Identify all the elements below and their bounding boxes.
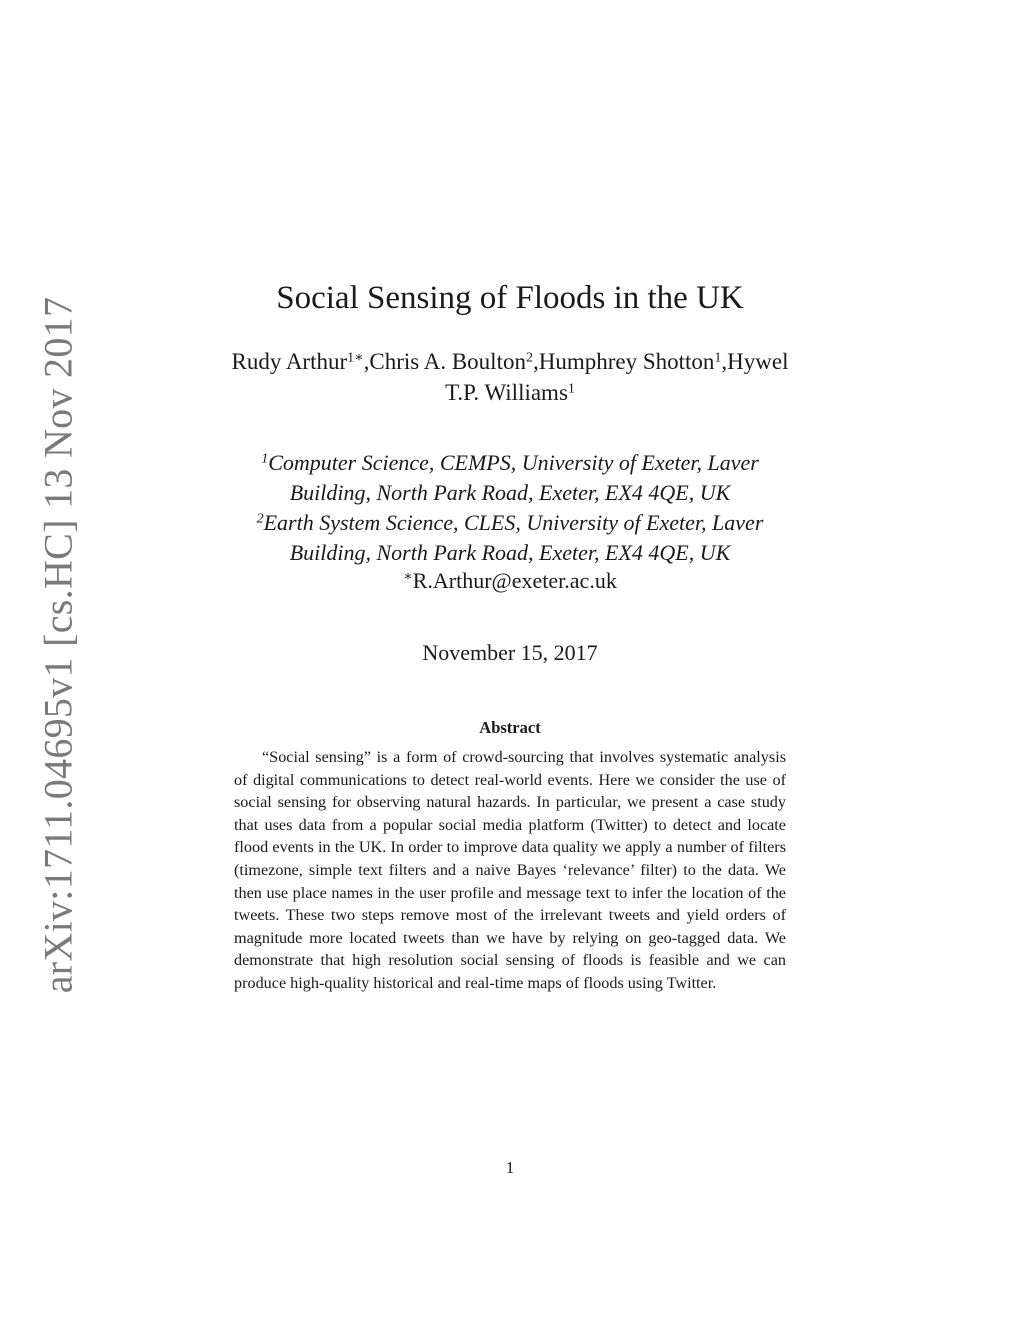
author-affiliation-mark: 2 [525, 350, 533, 366]
affiliation-line [195, 508, 825, 538]
affiliation-mark: 2 [256, 511, 264, 527]
paper-title: Social Sensing of Floods in the UK [276, 280, 744, 316]
author-list [195, 346, 825, 408]
author-affiliation-mark: 1∗ [347, 350, 364, 366]
corresponding-email [195, 566, 825, 596]
abstract-text: “Social sensing” is a form of crowd-sourcing that involves systematic analysis of digital communications to detect real-world events. Here we consider the use of social sensing for observing natural hazards. In particular, we present a case study that uses data from a popular social media platform (Twitter) to detect and locate flood events in the UK. In order to improve data quality we apply a number of filters (timezone, simple text filters and a naive Bayes ‘relevance’ filter) to the data. We then use place names in the user profile and message text to infer the location of the tweets. These two steps remove most of the irrelevant tweets and yield orders of magnitude more located tweets than we have by relying on geo-tagged data. We demonstrate that high resolution social sensing of floods is feasible and we can produce high-quality historical and real-time maps of floods using Twitter. [234, 748, 786, 992]
author-affiliation-mark: 1 [714, 350, 722, 366]
abstract-heading: Abstract [479, 718, 541, 737]
author-name: ,Hywel [721, 349, 789, 374]
arxiv-identifier-stamp: arXiv:1711.04695v1 [cs.HC] 13 Nov 2017 [35, 296, 81, 994]
affiliation-line: Building, North Park Road, Exeter, EX4 4QE, UK [289, 540, 731, 565]
author-name: ,Chris A. Boulton [363, 349, 526, 374]
author-name: Rudy Arthur [231, 349, 348, 374]
affiliation-line: Building, North Park Road, Exeter, EX4 4QE, UK [289, 480, 731, 505]
author-name: ,Humphrey Shotton [532, 349, 715, 374]
affiliation-text: Earth System Science, CLES, University of Exeter, Laver [263, 510, 764, 535]
page-number: 1 [505, 1158, 515, 1177]
affiliation-line [195, 448, 825, 478]
affiliation-text: Computer Science, CEMPS, University of Exeter, Laver [268, 450, 759, 475]
email-address: R.Arthur@exeter.ac.uk [412, 568, 617, 593]
author-name: T.P. Williams [445, 380, 568, 405]
corresponding-mark: ∗ [403, 569, 413, 585]
affiliation-list [195, 448, 825, 568]
author-affiliation-mark: 1 [567, 381, 575, 397]
affiliation-mark: 1 [261, 451, 269, 467]
publication-date: November 15, 2017 [422, 640, 598, 665]
